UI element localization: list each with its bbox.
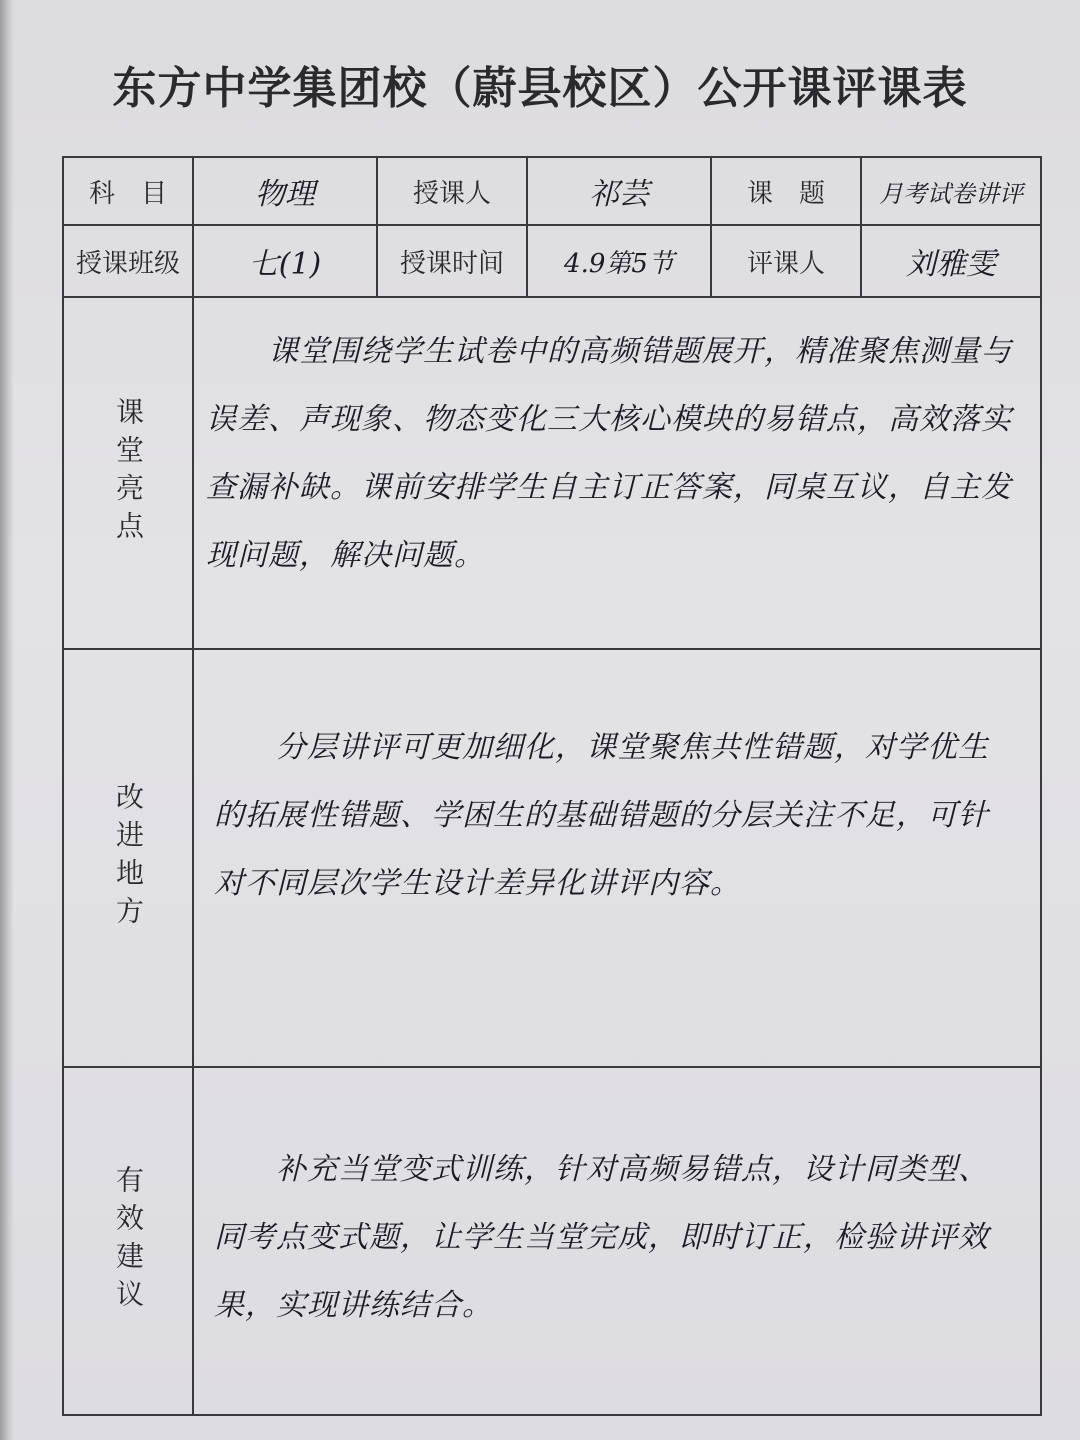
improvements-text: 分层讲评可更加细化，课堂聚焦共性错题，对学优生的拓展性错题、学困生的基础错题的分层关注不足，可针对不同层次学生设计差异化讲评内容。	[214, 730, 989, 901]
column-divider	[192, 158, 194, 1414]
highlights-label: 课堂亮点	[112, 397, 145, 549]
class-label: 授课班级	[75, 248, 180, 279]
reviewer-value: 刘雅雯	[906, 247, 996, 282]
class-value: 七(1)	[248, 247, 322, 282]
row-divider	[64, 648, 1040, 650]
topic-value: 月考试卷讲评	[879, 179, 1023, 208]
time-value: 4.9第5节	[564, 248, 674, 279]
improvements-label: 改进地方	[112, 782, 145, 934]
subject-label: 科 目	[88, 178, 167, 209]
time-label: 授课时间	[399, 248, 504, 279]
page-binding	[0, 0, 14, 1440]
teacher-label: 授课人	[412, 178, 491, 209]
suggestions-label: 有效建议	[112, 1165, 145, 1317]
topic-label: 课 题	[746, 178, 825, 209]
reviewer-label: 评课人	[746, 248, 825, 279]
form-title: 东方中学集团校（蔚县校区）公开课评课表	[112, 63, 968, 114]
evaluation-form-table	[62, 156, 1042, 1416]
teacher-value: 祁芸	[589, 177, 649, 212]
highlights-text: 课堂围绕学生试卷中的高频错题展开，精准聚焦测量与误差、声现象、物态变化三大核心模块的易错点，高效落实查漏补缺。课前安排学生自主订正答案，同桌互议，自主发现问题，解决问题。	[206, 334, 1012, 573]
row-divider	[64, 296, 1040, 298]
suggestions-text: 补充当堂变式训练，针对高频易错点，设计同类型、同考点变式题，让学生当堂完成，即时订正，检验讲评效果，实现讲练结合。	[214, 1152, 989, 1323]
row-divider	[64, 1066, 1040, 1068]
subject-value: 物理	[255, 177, 315, 212]
